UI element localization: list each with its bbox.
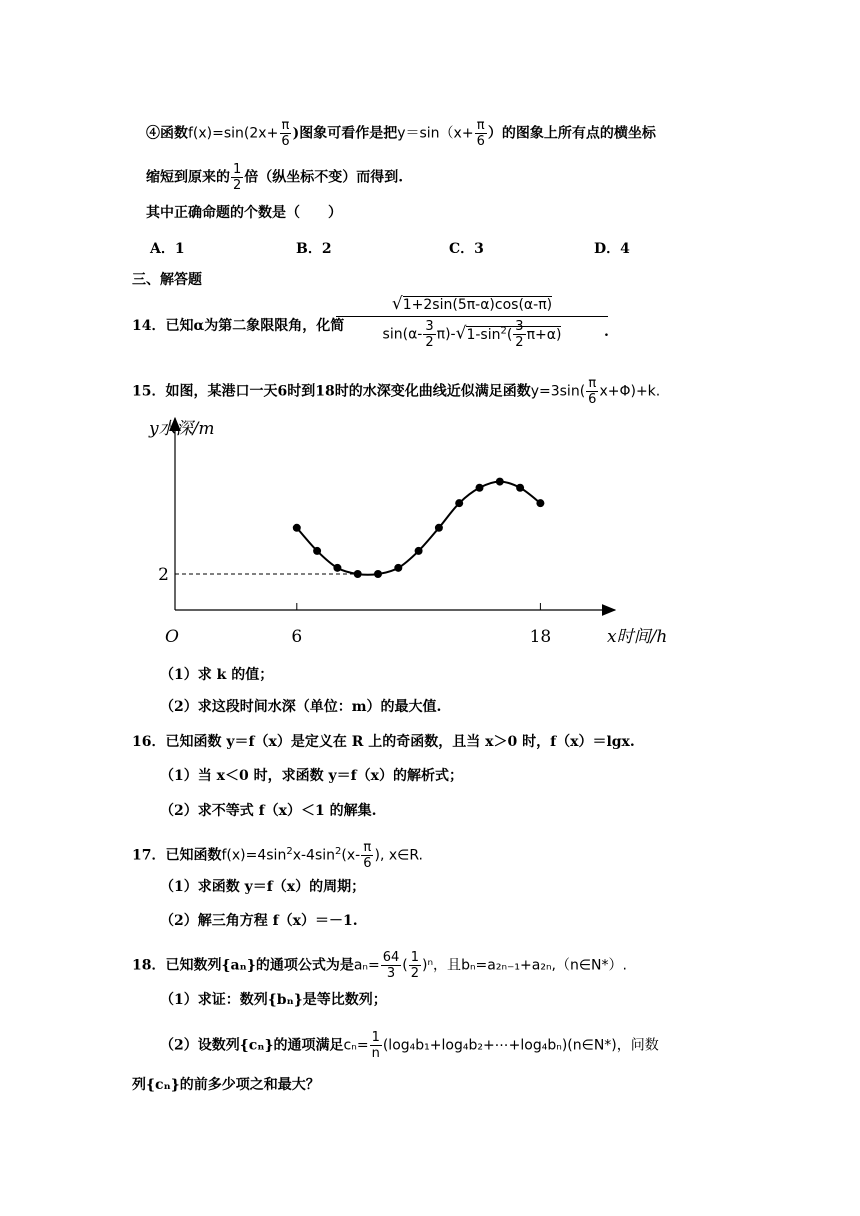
q17-label: 17．已知函数 — [132, 847, 222, 864]
frac-den: 3 — [386, 966, 396, 981]
q16-sub2: （2）求不等式 f（x）＜1 的解集. — [160, 803, 377, 819]
data-point-8 — [333, 564, 341, 572]
q14-fraction — [336, 294, 608, 350]
data-point-9 — [354, 570, 362, 578]
q14-denominator — [336, 317, 608, 350]
q14-period: . — [604, 324, 609, 340]
q17-sq2: 2 — [335, 845, 342, 857]
frac-den: 2 — [233, 178, 242, 193]
q18-bn: bₙ=a₂ₙ₋₁+a₂ₙ, — [461, 957, 556, 974]
q14-den-sq: 2 — [500, 324, 507, 336]
q17-sub2: （2）解三角方程 f（x）＝－1. — [160, 913, 358, 929]
q18-frac-1n — [370, 1030, 382, 1061]
q15-sub2: （2）求这段时间水深（单位：m）的最大值. — [160, 699, 442, 715]
item4-frac3 — [231, 162, 243, 193]
frac-num: π — [476, 118, 485, 133]
q17-line — [132, 840, 423, 871]
frac-den: 6 — [476, 134, 485, 149]
q18-cn: cₙ= — [343, 1037, 369, 1054]
depth-curve — [297, 482, 541, 575]
frac-num: 3 — [425, 319, 434, 334]
frac-num: 64 — [382, 950, 400, 965]
data-point-13 — [435, 524, 443, 532]
q18-sub2b: (log₄b₁+log₄b₂+⋯+log₄bₙ)(n∈N*)，问数 — [382, 1037, 659, 1054]
section-heading: 三、解答题 — [132, 272, 202, 288]
q15-line — [132, 376, 660, 407]
data-point-11 — [394, 564, 402, 572]
q16-sub1: （1）当 x＜0 时，求函数 y＝f（x）的解析式； — [160, 768, 463, 784]
q14-den-frac1 — [423, 319, 435, 350]
q18-frac64 — [381, 950, 402, 981]
item4-prefix: ④函数 — [146, 125, 188, 142]
x-tick-label-18: 18 — [529, 627, 552, 647]
frac-den: 2 — [425, 335, 434, 350]
q17-func-c: (x- — [341, 847, 361, 864]
frac-num: 3 — [515, 319, 524, 334]
data-point-15 — [476, 484, 484, 492]
q18-line — [132, 950, 627, 981]
option-c: C．3 — [449, 241, 484, 257]
q15-func-a: y=3sin( — [530, 383, 586, 400]
q18-p1: ( — [402, 957, 408, 974]
frac-num: π — [281, 118, 290, 133]
q17-func-a: f(x)=4sin — [221, 847, 287, 864]
q18-sub2-line — [160, 1030, 659, 1061]
frac-num: 1 — [233, 162, 242, 177]
item4-line2a: 缩短到原来的 — [146, 169, 230, 186]
option-d: D．4 — [594, 241, 630, 257]
q14-den-e: π+α) — [526, 326, 562, 343]
item4-frac2 — [475, 118, 487, 149]
frac-den: 6 — [281, 134, 290, 149]
frac-num: 1 — [371, 1030, 380, 1045]
frac-den: 2 — [410, 966, 420, 981]
x-tick-label-6: 6 — [291, 627, 303, 647]
q15-frac — [586, 376, 598, 407]
q14-den-d: ( — [506, 326, 513, 343]
data-point-16 — [496, 478, 504, 486]
item4-frac1 — [279, 118, 291, 149]
item4-close2: ）的图象上所有点的横坐标 — [487, 125, 656, 142]
option-a: A．1 — [150, 241, 185, 257]
q17-sub1: （1）求函数 y＝f（x）的周期； — [160, 879, 366, 895]
frac-den: n — [371, 1046, 380, 1061]
data-point-17 — [516, 484, 524, 492]
q18-p2: )ⁿ，且 — [422, 957, 462, 974]
q17-sq1: 2 — [286, 845, 293, 857]
frac-num: 1 — [410, 950, 420, 965]
item4-fx: f(x)=sin(2x+ — [188, 125, 279, 142]
q14-num-text: 1+2sin(5π-α)cos(α-π) — [402, 297, 553, 313]
q16-text: 16．已知函数 y＝f（x）是定义在 R 上的奇函数，且当 x＞0 时，f（x）＝lgx. — [132, 734, 635, 750]
q18-label: 18．已知数列{aₙ}的通项公式为是 — [132, 957, 354, 974]
q14-den-b: π)- — [436, 326, 456, 343]
q15-sub1: （1）求 k 的值； — [160, 667, 274, 683]
data-point-18 — [536, 499, 544, 507]
data-point-6 — [293, 524, 301, 532]
x-axis-label: x时间/h — [607, 627, 668, 647]
q17-frac — [361, 840, 373, 871]
q18-sub2c: 列{cₙ}的前多少项之和最大？ — [132, 1077, 320, 1093]
item4-ysin: y＝sin（x+ — [397, 125, 474, 142]
origin-label: O — [165, 627, 179, 647]
y-axis-label: y水深/m — [149, 419, 215, 439]
q14-den-frac2 — [513, 319, 525, 350]
frac-den: 6 — [588, 392, 597, 407]
q18-an: aₙ= — [353, 957, 380, 974]
frac-den: 2 — [515, 335, 524, 350]
q14-den-c: 1-sin — [466, 326, 501, 343]
q18-frac-half — [409, 950, 421, 981]
option-b: B．2 — [296, 241, 332, 257]
data-point-7 — [313, 547, 321, 555]
q14-den-a: sin(α- — [382, 326, 423, 343]
water-depth-chart — [145, 410, 705, 650]
q14-label: 14．已知α为第二象限限角，化简 — [132, 318, 345, 334]
q15-func-b: x+Φ)+k. — [599, 383, 661, 400]
q15-text: 15．如图，某港口一天6时到18时的水深变化曲线近似满足函数 — [132, 383, 531, 400]
item4-line2b: 倍（纵坐标不变）而得到. — [244, 169, 404, 186]
q14-numerator — [336, 294, 608, 317]
frac-den: 6 — [363, 856, 372, 871]
data-point-12 — [415, 547, 423, 555]
item4-line1 — [146, 118, 656, 149]
q18-sub1: （1）求证：数列{bₙ}是等比数列； — [160, 992, 387, 1008]
frac-num: π — [363, 840, 372, 855]
item4-close: )图象可看作是把 — [292, 125, 398, 142]
y-tick-label-2: 2 — [158, 565, 169, 585]
data-point-10 — [374, 570, 382, 578]
question-stem: 其中正确命题的个数是（ ） — [146, 205, 342, 221]
data-point-14 — [455, 499, 463, 507]
q18-cond: （n∈N*）. — [555, 957, 627, 974]
sqrt-sign: √ — [455, 323, 467, 344]
q17-func-d: ), x∈R. — [374, 847, 424, 864]
item4-line2 — [146, 162, 403, 193]
q17-func-b: x-4sin — [292, 847, 336, 864]
q18-sub2a: （2）设数列{cₙ}的通项满足 — [160, 1037, 344, 1054]
sqrt-sign: √ — [391, 294, 403, 314]
frac-num: π — [588, 376, 597, 391]
